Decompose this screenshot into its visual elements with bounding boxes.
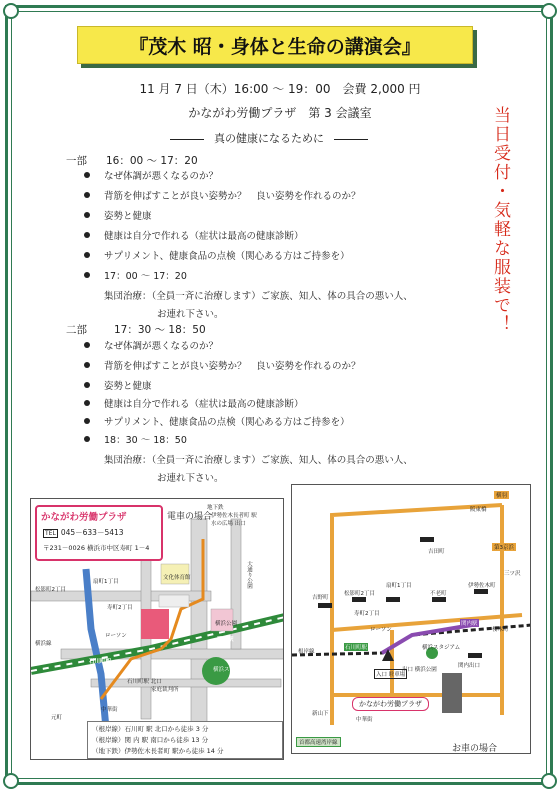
road — [91, 679, 281, 687]
phone-icon: TEL — [45, 530, 56, 537]
map-label: ローソン — [105, 633, 127, 639]
venue-marker — [141, 609, 169, 639]
map-label: 横浜線 — [35, 641, 52, 647]
part2-label: 二部 — [66, 324, 87, 336]
list-item: なぜ体調が悪くなるのか？ — [104, 171, 219, 182]
map-label: 石川町駅 北口 — [127, 679, 162, 685]
traffic-light-icon — [318, 603, 332, 608]
map-label: 関内出口 — [458, 663, 481, 669]
access-line: （根岸線）石川町 駅 北口から徒歩 3 分 — [92, 725, 209, 733]
bullet-icon — [84, 362, 90, 368]
map-caption: お車の場合 — [452, 744, 498, 754]
map-label: 三ツ沢 — [504, 571, 521, 577]
map-label: 桜木町 — [492, 627, 509, 633]
map-label: 大通り公園 — [246, 561, 252, 589]
map-label: 首都高速湾岸線 — [296, 737, 341, 747]
traffic-light-icon — [386, 597, 400, 602]
side-note: 当日受付・気軽な服装で！ — [490, 106, 510, 334]
title-text: 『茂木 昭・身体と生命の講演会』 — [129, 35, 421, 58]
map-label: 扇町1丁目 — [386, 583, 412, 589]
traffic-light-icon — [432, 597, 446, 602]
map-label: 横浜公園 — [215, 621, 238, 627]
map-label: 入口 駐車場 — [374, 669, 407, 679]
bullet-icon — [84, 232, 90, 238]
bullet-icon — [84, 192, 90, 198]
map-label: 中華街 — [356, 717, 373, 723]
map-label: 根岸線 — [298, 649, 315, 655]
access-line: （根岸線）関 内 駅 南口から徒歩 13 分 — [92, 736, 209, 744]
bullet-icon — [84, 172, 90, 178]
map-label: 横浜スタジアム — [213, 667, 252, 673]
list-item: なぜ体調が悪くなるのか？ — [104, 341, 219, 352]
map-label: 中華街 — [101, 707, 118, 713]
list-item: 健康は自分で作れる（症状は最高の健康診断） — [104, 399, 304, 410]
list-item: 18：30 ～ 18：50 — [104, 435, 187, 446]
bullet-icon — [84, 252, 90, 258]
map-label: 伊勢佐木町 — [468, 583, 496, 589]
traffic-light-icon — [474, 589, 488, 594]
map-label: 第3京浜 — [494, 545, 514, 551]
access-line: （地下鉄）伊勢佐木長者町 駅から徒歩 14 分 — [92, 747, 224, 755]
corner-ornament — [541, 773, 557, 789]
train-map — [30, 498, 284, 760]
access-box — [87, 721, 283, 759]
map-label: 元町 — [51, 715, 63, 721]
venue-address: 〒231－0026 横浜市中区寿町 1－4 — [43, 544, 150, 552]
map-label: 寿町2丁目 — [354, 611, 380, 617]
list-item: サプリメント、健康食品の点検（関心ある方はご持参を） — [104, 251, 350, 262]
map-label: 松影町2丁目 — [344, 591, 375, 597]
list-item: 姿勢と健康 — [104, 211, 152, 222]
map-label: 石川町駅 — [89, 659, 112, 665]
rule — [170, 139, 204, 140]
map-label: 吉田町 — [428, 549, 445, 555]
list-item: 姿勢と健康 — [104, 381, 152, 392]
map-label: 文化体育館 — [163, 575, 191, 581]
venue-name: かながわ労働プラザ — [41, 512, 127, 523]
list-item: サプリメント、健康食品の点検（関心ある方はご持参を） — [104, 417, 350, 428]
bullet-icon — [84, 418, 90, 424]
treatment-line: 集団治療：（全員一斉に治療します）ご家族、知人、体の具合の悪い人、 — [104, 291, 413, 302]
theme-text: 真の健康になるために — [214, 132, 324, 145]
bullet-icon — [84, 272, 90, 278]
map-label: 松影町2丁目 — [35, 587, 66, 593]
page-title — [77, 26, 473, 64]
treatment-line: お連れ下さい。 — [157, 473, 224, 484]
map-label: 出口 横浜公園 — [402, 667, 437, 673]
treatment-line: お連れ下さい。 — [157, 309, 224, 320]
bullet-icon — [84, 212, 90, 218]
map-label: 不老町 — [430, 591, 447, 597]
corner-ornament — [541, 3, 557, 19]
event-datetime: 11 月 7 日（木）16:00 ～ 19：00 会費 2,000 円 — [139, 82, 421, 96]
list-item: 17：00 ～ 17：20 — [104, 271, 187, 282]
map-label: 横羽 — [496, 493, 508, 499]
event-venue: かながわ労働プラザ 第 3 会議室 — [188, 106, 372, 120]
map-label: 地下鉄 — [207, 505, 224, 511]
map-label: 水の広場 出口 — [211, 521, 246, 527]
map-label: 関内駅 — [217, 637, 234, 643]
bullet-icon — [84, 400, 90, 406]
building-block — [159, 595, 189, 607]
theme-line — [170, 130, 368, 146]
list-item: 健康は自分で作れる（症状は最高の健康診断） — [104, 231, 304, 242]
car-map — [291, 484, 531, 754]
venue-label: かながわ労働プラザ — [352, 697, 429, 711]
treatment-line: 集団治療：（全員一斉に治療します）ご家族、知人、体の具合の悪い人、 — [104, 455, 413, 466]
map-label: 家庭裁判所 — [151, 687, 179, 693]
map-label: 寿町2丁目 — [107, 605, 133, 611]
venue-tel — [43, 527, 124, 538]
corner-ornament — [3, 773, 19, 789]
map-label: 新山下 — [312, 711, 329, 717]
map-label: 扇町1丁目 — [93, 579, 119, 585]
part1-time: 16：00 ～ 17：20 — [106, 155, 198, 167]
map-label: ローソン — [370, 627, 392, 633]
traffic-light-icon — [352, 597, 366, 602]
venue-info-box — [35, 505, 163, 561]
part2-time: 17：30 ～ 18：50 — [114, 324, 206, 336]
tel-value: 045－633－5413 — [60, 528, 124, 537]
map-label: 吉野町 — [312, 595, 329, 601]
traffic-light-icon — [468, 653, 482, 658]
bullet-icon — [84, 382, 90, 388]
bullet-icon — [84, 342, 90, 348]
rule — [334, 139, 368, 140]
list-item: 背筋を伸ばすことが良い姿勢か？ 良い姿勢を作れるのか？ — [104, 361, 361, 372]
map-caption: 電車の場合 — [167, 512, 213, 522]
list-item: 背筋を伸ばすことが良い姿勢か？ 良い姿勢を作れるのか？ — [104, 191, 361, 202]
corner-ornament — [3, 3, 19, 19]
bullet-icon — [84, 436, 90, 442]
map-label: 関内駅 — [461, 621, 478, 627]
traffic-light-icon — [420, 537, 434, 542]
road — [191, 519, 207, 739]
venue-building — [442, 673, 462, 713]
map-label: 石川町駅 — [345, 645, 368, 651]
map-label: 横浜スタジアム — [422, 645, 461, 651]
map-label: 阪東橋 — [470, 507, 487, 513]
map-label: 伊勢佐木長者町 駅 — [211, 513, 257, 519]
part1-label: 一部 — [66, 155, 87, 167]
